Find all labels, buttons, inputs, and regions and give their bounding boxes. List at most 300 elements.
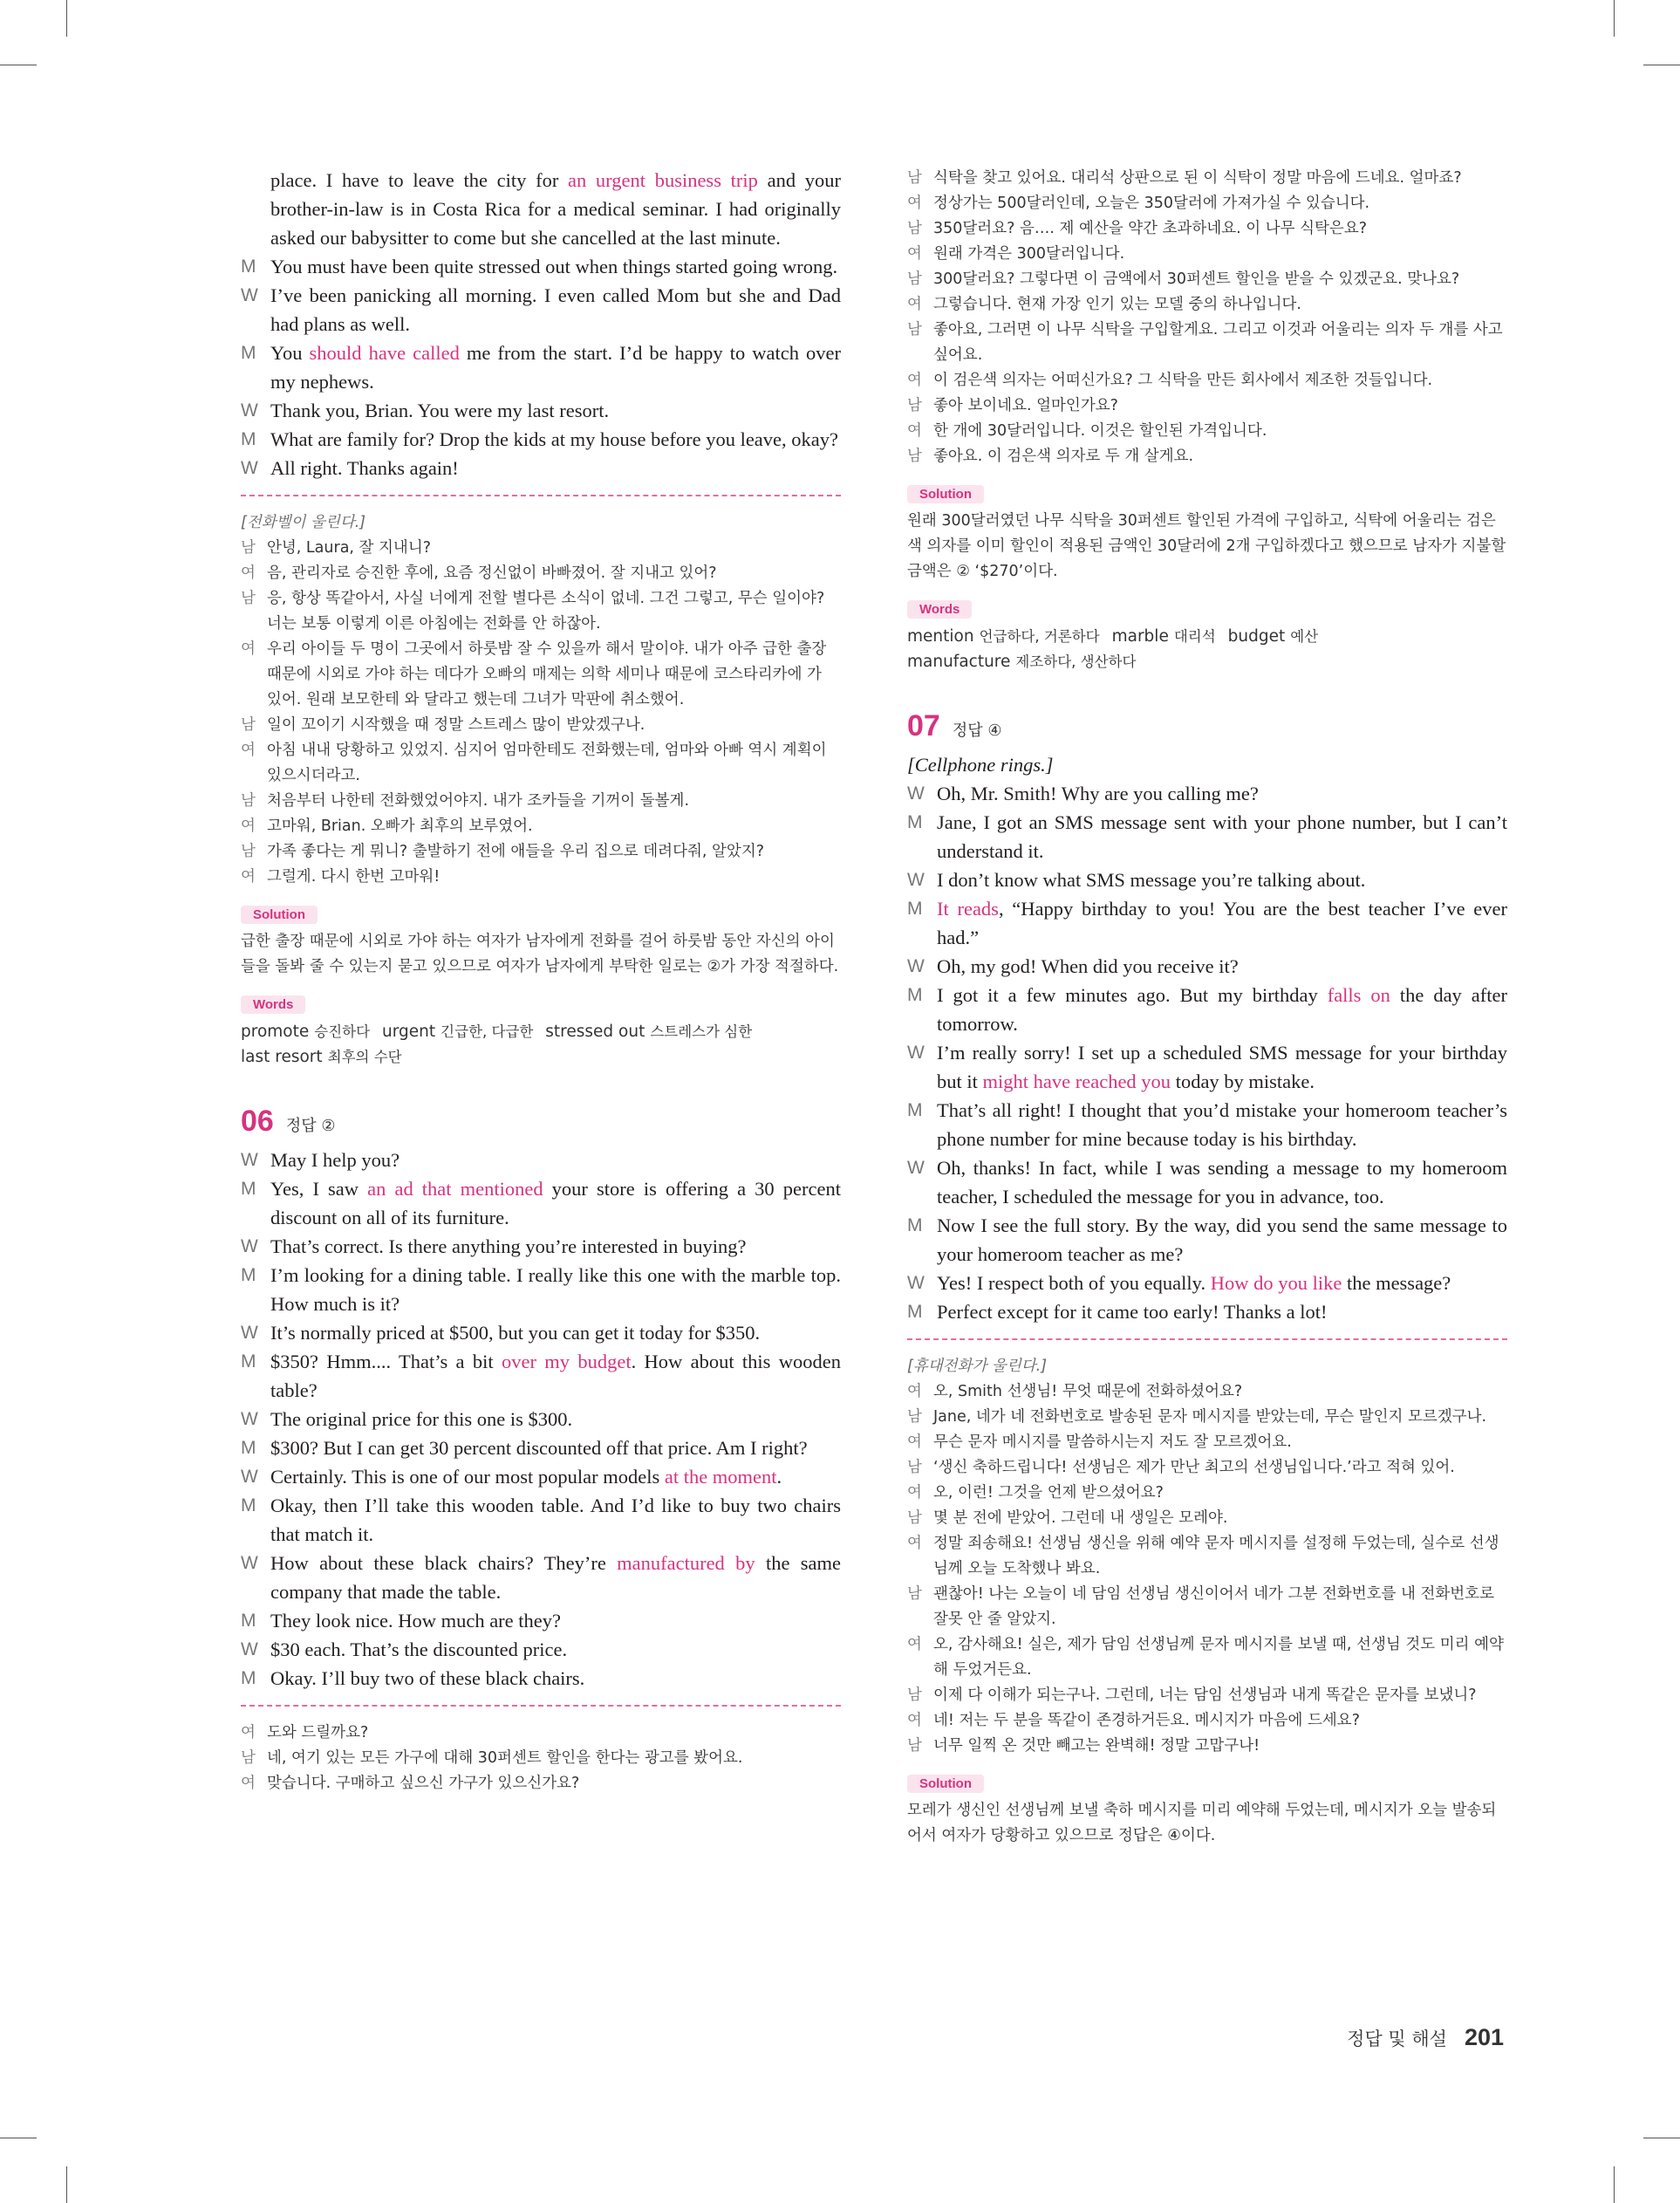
speaker-label: 남 <box>907 220 922 237</box>
korean-text: 정말 죄송해요! 선생님 생신을 위해 예약 문자 메시지를 설정해 두었는데, 실수로 선생님께 오늘 도착했나 봐요. <box>933 1535 1499 1577</box>
speaker-label: 여 <box>241 564 256 582</box>
speaker-label: W <box>241 1409 258 1429</box>
dialog-line <box>241 396 841 425</box>
korean-text: 응, 항상 똑같아서, 사실 너에게 전할 별다른 소식이 없네. 그건 그렇고, 무슨 일이야? 너는 보통 이렇게 이른 아침에는 전화를 안 하잖아. <box>267 590 825 633</box>
dialog-line <box>241 1491 841 1549</box>
korean-text: 무슨 문자 메시지를 말씀하시는지 저도 잘 모르겠어요. <box>933 1433 1292 1451</box>
korean-text: 고마워, Brian. 오빠가 최후의 보루였어. <box>267 818 533 835</box>
speaker-label: 남 <box>907 321 922 339</box>
dashed-divider <box>241 495 841 496</box>
speaker-label: 남 <box>241 843 256 860</box>
korean-text: 그렇습니다. 현재 가장 인기 있는 모델 중의 하나입니다. <box>933 296 1301 313</box>
dialog-text <box>270 1405 841 1433</box>
korean-text: 우리 아이들 두 명이 그곳에서 하룻밤 잘 수 있을까 해서 말이야. 내가 아주 급한 출장 때문에 시외로 가야 하는 데다가 오빠의 매제는 의학 세미나 때문에 코스타리카에 가 있어. 원래 보모한테 와 달라고 했는데 그녀가 막판에 취소했어. <box>267 640 827 708</box>
footer-label: 정답 및 해설 <box>1347 2029 1447 2049</box>
korean-line <box>241 789 841 814</box>
korean-line <box>241 561 841 586</box>
dashed-divider <box>241 1705 841 1707</box>
text-segment: , “Happy birthday to you! You are the best teacher I’ve ever had.” <box>937 898 1508 948</box>
korean-line <box>241 637 841 713</box>
korean-line <box>907 267 1507 292</box>
korean-line <box>907 419 1507 444</box>
korean-line <box>907 1582 1507 1632</box>
speaker-label: W <box>241 1150 258 1170</box>
speaker-label: M <box>907 899 923 919</box>
word-gloss: 제조하다, 생산하다 <box>1015 653 1137 670</box>
speaker-label: 남 <box>241 590 256 607</box>
korean-line <box>241 1746 841 1771</box>
page-number: 201 <box>1464 2024 1504 2050</box>
dialog-text <box>241 166 841 252</box>
korean-text: 이 검은색 의자는 어떠신가요? 그 식탁을 만든 회사에서 제조한 것들입니다. <box>933 372 1433 389</box>
text-segment: Certainly. This is one of our most popular models <box>270 1466 665 1488</box>
speaker-label: 남 <box>907 1459 922 1476</box>
korean-line <box>907 191 1507 216</box>
text-segment: Yes, I saw <box>270 1178 368 1200</box>
dialog-line <box>241 1664 841 1693</box>
solution-text: 모레가 생신인 선생님께 보낼 축하 메시지를 미리 예약해 두었는데, 메시지가 오늘 발송되어서 여자가 당황하고 있으므로 정답은 ④이다. <box>907 1802 1497 1844</box>
dialog-text <box>270 1318 841 1347</box>
speaker-label: 남 <box>907 1737 922 1755</box>
text-segment: place. I have to leave the city for <box>270 169 568 191</box>
dialog-line <box>241 1146 841 1174</box>
solution-badge: Solution <box>907 1775 984 1793</box>
text-segment: The original price for this one is $300. <box>270 1408 573 1430</box>
text-segment: That’s correct. Is there anything you’re interested in buying? <box>270 1235 747 1257</box>
word-term: manufacture <box>907 653 1011 671</box>
speaker-label: 여 <box>907 1433 922 1451</box>
speaker-label: 여 <box>241 1775 256 1792</box>
dialog-line <box>241 281 841 339</box>
speaker-label: W <box>241 400 258 421</box>
text-segment: Perfect except for it came too early! Thanks a lot! <box>937 1301 1328 1323</box>
text-segment: $300? But I can get 30 percent discounted off that price. Am I right? <box>270 1437 808 1459</box>
korean-line <box>241 536 841 561</box>
speaker-label: 여 <box>241 742 256 759</box>
dialog-line <box>241 1261 841 1318</box>
speaker-label: W <box>241 1323 258 1343</box>
word-gloss: 스트레스가 심한 <box>650 1023 753 1040</box>
dialog-line <box>907 952 1507 981</box>
dialog-q05-english <box>241 166 841 482</box>
dialog-text <box>937 894 1507 952</box>
dialog-line <box>907 1211 1507 1269</box>
dialog-text <box>937 808 1507 865</box>
dialog-line <box>907 1269 1507 1297</box>
korean-text: 도와 드릴까요? <box>267 1724 369 1741</box>
dialog-line <box>241 1462 841 1491</box>
korean-line <box>907 1481 1507 1506</box>
answer-label: 정답 ④ <box>952 722 1002 740</box>
korean-line <box>907 1632 1507 1683</box>
korean-line <box>907 1506 1507 1531</box>
speaker-label: 여 <box>241 868 256 886</box>
dialog-text <box>270 1606 841 1635</box>
dialog-q07-korean <box>907 1354 1507 1759</box>
korean-text: 너무 일찍 온 것만 빼고는 완벽해! 정말 고맙구나! <box>933 1737 1260 1755</box>
speaker-label: 여 <box>241 640 256 658</box>
crop-mark <box>66 2166 67 2203</box>
text-segment: I don’t know what SMS message you’re talking about. <box>937 869 1366 891</box>
text-segment: the message? <box>1342 1272 1451 1294</box>
speaker-label: M <box>241 1438 256 1458</box>
text-segment: Thank you, Brian. You were my last resort. <box>270 400 610 421</box>
dialog-line <box>241 1549 841 1606</box>
dialog-text <box>937 1153 1507 1211</box>
korean-text: 맞습니다. 구매하고 싶으신 가구가 있으신가요? <box>267 1775 580 1792</box>
korean-line <box>907 1708 1507 1734</box>
text-segment: Oh, my god! When did you receive it? <box>937 955 1239 977</box>
korean-line <box>907 292 1507 318</box>
dialog-line <box>241 1347 841 1405</box>
word-gloss: 긴급한, 다급한 <box>440 1023 534 1040</box>
speaker-label: W <box>907 783 925 804</box>
dialog-text <box>270 1347 841 1405</box>
highlight-phrase: falls on <box>1327 984 1390 1006</box>
stage-direction: [Cellphone rings.] <box>907 754 1054 776</box>
korean-line <box>907 368 1507 393</box>
dialog-line <box>241 1635 841 1664</box>
dialog-text <box>937 1038 1507 1096</box>
text-segment: You <box>270 342 310 364</box>
words-row <box>241 1044 841 1070</box>
word-term: last resort <box>241 1048 323 1066</box>
dialog-line <box>241 1606 841 1635</box>
dialog-line <box>907 1297 1507 1326</box>
highlight-phrase: an urgent business trip <box>568 169 758 191</box>
right-column <box>907 166 1507 1849</box>
korean-text: 아침 내내 당황하고 있었지. 심지어 엄마한테도 전화했는데, 엄마와 아빠 역시 계획이 있으시더라고. <box>267 742 827 784</box>
text-segment: Okay. I’ll buy two of these black chairs. <box>270 1667 585 1689</box>
text-segment: You must have been quite stressed out when things started going wrong. <box>270 256 838 277</box>
dialog-line <box>241 1318 841 1347</box>
dashed-divider <box>907 1338 1507 1340</box>
dialog-line <box>241 1232 841 1261</box>
dialog-text <box>270 1664 841 1693</box>
speaker-label: 여 <box>907 1535 922 1552</box>
text-segment: me from the start. I’d be happy to watch over my nephews. <box>270 342 841 393</box>
word-gloss: 언급하다, 거론하다 <box>979 628 1100 645</box>
speaker-label: M <box>241 1179 256 1199</box>
dialog-q05-korean <box>241 510 841 890</box>
speaker-label: M <box>907 812 923 832</box>
korean-text: 음, 관리자로 승진한 후에, 요즘 정신없이 바빠졌어. 잘 지내고 있어? <box>267 564 717 582</box>
korean-text: 네! 저는 두 분을 똑같이 존경하거든요. 메시지가 마음에 드세요? <box>933 1712 1360 1729</box>
speaker-label: 여 <box>907 1383 922 1400</box>
speaker-label: 남 <box>241 1749 256 1767</box>
speaker-label: 여 <box>907 296 922 313</box>
korean-text: 300달러요? 그렇다면 이 금액에서 30퍼센트 할인을 받을 수 있겠군요. 맞나요? <box>933 270 1460 288</box>
korean-text: 괜찮아! 나는 오늘이 네 담임 선생님 생신이어서 네가 그분 전화번호를 내 전화번호로 잘못 안 줄 알았지. <box>933 1585 1494 1628</box>
text-segment: I’m looking for a dining table. I really like this one with the marble top. How much is it? <box>270 1264 841 1315</box>
text-segment: I’m really sorry! I set up a scheduled SMS message for your birthday but it <box>937 1042 1507 1092</box>
speaker-label: W <box>907 1043 925 1063</box>
speaker-label: W <box>907 956 925 976</box>
korean-text: 오, 감사해요! 실은, 제가 담임 선생님께 문자 메시지를 보낼 때, 선생님 것도 미리 예약해 두었거든요. <box>933 1636 1504 1679</box>
dialog-text <box>270 1146 841 1174</box>
dialog-text <box>270 454 841 482</box>
dialog-line <box>907 1153 1507 1211</box>
question-number: 07 <box>907 709 940 742</box>
speaker-label: 남 <box>907 1408 922 1426</box>
speaker-label: M <box>907 1215 923 1235</box>
korean-line <box>907 318 1507 368</box>
speaker-label: 남 <box>907 1585 922 1603</box>
text-segment: $350? Hmm.... That’s a bit <box>270 1351 502 1372</box>
speaker-label: 남 <box>907 397 922 414</box>
dialog-text <box>270 1261 841 1318</box>
text-segment: your store is offering a 30 percent discount on all of its furniture. <box>270 1178 841 1228</box>
text-segment: Oh, thanks! In fact, while I was sending a message to my homeroom teacher, I scheduled the message for you in advance, too. <box>937 1157 1507 1208</box>
dialog-text <box>270 1174 841 1232</box>
text-segment: Jane, I got an SMS message sent with your phone number, but I can’t understand it. <box>937 811 1507 862</box>
korean-line <box>907 166 1507 191</box>
word-term: budget <box>1227 627 1286 646</box>
words-row <box>907 649 1507 674</box>
korean-text: 처음부터 나한테 전화했었어야지. 내가 조카들을 기꺼이 돌볼게. <box>267 792 690 810</box>
korean-text: 식탁을 찾고 있어요. 대리석 상판으로 된 이 식탁이 정말 마음에 드네요. 얼마죠? <box>933 169 1462 187</box>
dialog-text <box>270 425 841 454</box>
word-gloss: 예산 <box>1290 628 1319 645</box>
korean-text: 오, Smith 선생님! 무엇 때문에 전화하셨어요? <box>933 1383 1243 1400</box>
korean-line <box>241 586 841 637</box>
text-segment: the day after tomorrow. <box>937 984 1507 1035</box>
highlight-phrase: an ad that mentioned <box>367 1178 543 1200</box>
korean-text: 일이 꼬이기 시작했을 때 정말 스트레스 많이 받았겠구나. <box>267 716 645 734</box>
speaker-label: 남 <box>907 169 922 187</box>
korean-text: 몇 분 전에 받았어. 그런데 내 생일은 모레야. <box>933 1509 1228 1527</box>
speaker-label: 여 <box>907 1712 922 1729</box>
text-segment: That’s all right! I thought that you’d mistake your homeroom teacher’s phone number for mine because today is his birthday. <box>937 1099 1507 1150</box>
speaker-label: W <box>907 1273 925 1293</box>
text-segment: May I help you? <box>270 1149 400 1171</box>
dialog-text <box>937 1269 1507 1297</box>
dialog-text <box>937 865 1507 894</box>
text-segment: They look nice. How much are they? <box>270 1610 562 1632</box>
words-list <box>907 624 1507 674</box>
highlight-phrase: How do you like <box>1210 1272 1342 1294</box>
dialog-text <box>270 1635 841 1664</box>
dialog-text <box>270 396 841 425</box>
korean-text: 가족 좋다는 게 뭐니? 출발하기 전에 애들을 우리 집으로 데려다줘, 알았지? <box>267 843 765 860</box>
dialog-text <box>270 339 841 396</box>
korean-line <box>907 216 1507 242</box>
crop-mark <box>66 0 67 37</box>
word-term: stressed out <box>545 1023 645 1041</box>
stage-direction: [휴대전화가 울린다.] <box>907 1358 1048 1375</box>
speaker-label: W <box>907 1158 925 1178</box>
word-gloss: 최후의 수단 <box>327 1049 402 1065</box>
dialog-line <box>907 894 1507 952</box>
dialog-q07-english <box>907 779 1507 1326</box>
question-header <box>241 1105 841 1139</box>
word-gloss: 승진하다 <box>314 1023 371 1040</box>
dialog-line <box>241 454 841 482</box>
dialog-text <box>270 252 841 281</box>
korean-text: 오, 이런! 그것을 언제 받으셨어요? <box>933 1484 1164 1502</box>
text-segment: How about these black chairs? They’re <box>270 1552 618 1574</box>
stage-direction: [전화벨이 울린다.] <box>241 514 366 531</box>
highlight-phrase: It reads <box>937 898 999 920</box>
speaker-label: 여 <box>907 372 922 389</box>
korean-line <box>907 1405 1507 1430</box>
question-number: 06 <box>241 1105 274 1138</box>
speaker-label: 여 <box>241 1724 256 1741</box>
dialog-line <box>907 779 1507 808</box>
korean-line <box>241 839 841 865</box>
speaker-label: W <box>907 870 925 890</box>
text-segment: All right. Thanks again! <box>270 457 459 479</box>
korean-text: 좋아요. 이 검은색 의자로 두 개 살게요. <box>933 448 1194 465</box>
korean-line <box>241 865 841 890</box>
word-term: marble <box>1111 627 1169 646</box>
highlight-phrase: might have reached you <box>982 1071 1171 1092</box>
dialog-line <box>241 166 841 252</box>
speaker-label: M <box>241 1351 256 1372</box>
speaker-label: M <box>907 1302 923 1322</box>
korean-text: 원래 가격은 300달러입니다. <box>933 245 1125 263</box>
solution-badge: Solution <box>241 906 318 924</box>
speaker-label: 여 <box>907 1636 922 1653</box>
dialog-text <box>937 1297 1507 1326</box>
speaker-label: M <box>907 1100 923 1120</box>
text-segment: It’s normally priced at $500, but you can get it today for $350. <box>270 1322 761 1344</box>
word-term: urgent <box>382 1023 436 1041</box>
korean-line <box>907 1734 1507 1759</box>
speaker-label: M <box>241 1611 256 1631</box>
speaker-label: M <box>907 985 923 1005</box>
korean-line <box>907 1683 1507 1708</box>
words-row <box>241 1019 841 1044</box>
word-term: promote <box>241 1023 310 1041</box>
speaker-label: 여 <box>907 422 922 440</box>
speaker-label: 남 <box>907 448 922 465</box>
dialog-line <box>241 425 841 454</box>
dialog-text <box>270 281 841 339</box>
korean-text: 좋아요, 그러면 이 나무 식탁을 구입할게요. 그리고 이것과 어울리는 의자 두 개를 사고 싶어요. <box>933 321 1503 364</box>
speaker-label: W <box>241 285 258 305</box>
page-footer <box>1347 2024 1504 2051</box>
words-row <box>907 624 1507 649</box>
dialog-line <box>241 1174 841 1232</box>
korean-line <box>907 1430 1507 1455</box>
speaker-label: M <box>241 1668 256 1688</box>
text-segment: today by mistake. <box>1171 1071 1315 1092</box>
speaker-label: 여 <box>241 818 256 835</box>
korean-text: 네, 여기 있는 모든 가구에 대해 30퍼센트 할인을 한다는 광고를 봤어요. <box>267 1749 743 1767</box>
speaker-label: W <box>241 1236 258 1256</box>
speaker-label: M <box>241 1265 256 1285</box>
text-segment: . <box>776 1466 782 1488</box>
dialog-line <box>241 252 841 281</box>
korean-line <box>907 1379 1507 1405</box>
dialog-line <box>907 808 1507 865</box>
dialog-line <box>241 1405 841 1433</box>
korean-text: 안녕, Laura, 잘 지내니? <box>267 539 432 557</box>
speaker-label: 남 <box>907 1509 922 1527</box>
dialog-line <box>241 1433 841 1462</box>
text-segment: the same company that made the table. <box>270 1552 842 1603</box>
text-segment: Okay, then I’ll take this wooden table. And I’d like to buy two chairs that match it. <box>270 1495 841 1545</box>
dialog-text <box>270 1433 841 1462</box>
speaker-label: W <box>241 1553 258 1573</box>
dialog-line <box>907 1038 1507 1096</box>
speaker-label: 여 <box>907 245 922 263</box>
korean-line <box>241 738 841 789</box>
crop-mark <box>1614 2166 1615 2203</box>
highlight-phrase: should have called <box>309 342 460 364</box>
dialog-text <box>937 1211 1507 1269</box>
korean-line <box>907 242 1507 267</box>
text-segment: I’ve been panicking all morning. I even called Mom but she and Dad had plans as well. <box>270 284 841 335</box>
text-segment: Yes! I respect both of you equally. <box>937 1272 1211 1294</box>
dialog-text <box>937 952 1507 981</box>
dialog-text <box>270 1462 841 1491</box>
speaker-label: 남 <box>241 792 256 810</box>
solution-badge: Solution <box>907 485 984 503</box>
crop-mark <box>1614 0 1615 37</box>
dialog-q06-korean <box>241 1721 841 1796</box>
solution-text: 원래 300달러였던 나무 식탁을 30퍼센트 할인된 가격에 구입하고, 식탁에 어울리는 검은색 의자를 이미 할인이 적용된 금액인 30달러에 2개 구입하겠다고 했으므로 남자가 지불할 금액은 ② ‘$270’이다. <box>907 512 1506 580</box>
speaker-label: M <box>241 257 256 277</box>
text-segment: Oh, Mr. Smith! Why are you calling me? <box>937 783 1259 804</box>
korean-line <box>241 713 841 738</box>
speaker-label: W <box>241 1639 258 1659</box>
text-segment: Now I see the full story. By the way, did you send the same message to your homeroom teacher as me? <box>937 1214 1507 1265</box>
speaker-label: 남 <box>241 539 256 557</box>
korean-text: 350달러요? 음…. 제 예산을 약간 초과하네요. 이 나무 식탁은요? <box>933 220 1368 237</box>
korean-line <box>907 444 1507 469</box>
speaker-label: M <box>241 429 256 449</box>
dialog-q06-english <box>241 1146 841 1693</box>
korean-line <box>241 814 841 839</box>
text-segment: and your brother-in-law is in Costa Rica for a medical seminar. I had originally asked our babysitter to come but she cancelled at the last minute. <box>270 169 841 249</box>
words-badge: Words <box>241 995 305 1014</box>
speaker-label: M <box>241 343 256 363</box>
korean-text: Jane, 네가 네 전화번호로 발송된 문자 메시지를 받았는데, 무슨 말인지 모르겠구나. <box>933 1408 1487 1426</box>
highlight-phrase: over my budget <box>501 1351 632 1372</box>
text-segment: What are family for? Drop the kids at my house before you leave, okay? <box>270 428 839 450</box>
korean-line <box>907 1531 1507 1582</box>
korean-text: 이제 다 이해가 되는구나. 그런데, 너는 담임 선생님과 내게 똑같은 문자를 보냈니? <box>933 1686 1477 1704</box>
highlight-phrase: manufactured by <box>617 1552 755 1574</box>
text-segment: $30 each. That’s the discounted price. <box>270 1639 568 1660</box>
dialog-line <box>907 981 1507 1038</box>
speaker-label: M <box>241 1495 256 1515</box>
words-list <box>241 1019 841 1070</box>
dialog-line <box>907 865 1507 894</box>
words-badge: Words <box>907 600 972 619</box>
dialog-text <box>937 1096 1507 1153</box>
korean-line <box>907 393 1507 419</box>
speaker-label: W <box>241 458 258 478</box>
left-column <box>241 166 841 1796</box>
speaker-label: 여 <box>907 195 922 212</box>
text-segment: I got it a few minutes ago. But my birthday <box>937 984 1328 1006</box>
korean-text: 한 개에 30달러입니다. 이것은 할인된 가격입니다. <box>933 422 1267 440</box>
word-term: mention <box>907 627 974 646</box>
text-segment: . How about this wooden table? <box>270 1351 841 1401</box>
dialog-text <box>270 1549 841 1606</box>
dialog-q06-korean-continued <box>907 166 1507 469</box>
korean-text: 그럴게. 다시 한번 고마워! <box>267 868 440 886</box>
speaker-label: 남 <box>907 1686 922 1704</box>
speaker-label: 여 <box>907 1484 922 1502</box>
speaker-label: 남 <box>241 716 256 734</box>
solution-text: 급한 출장 때문에 시외로 가야 하는 여자가 남자에게 전화를 걸어 하룻밤 동안 자신의 아이들을 돌봐 줄 수 있는지 묻고 있으므로 여자가 남자에게 부탁한 일로는 ②가 가장 적절하다. <box>241 933 839 975</box>
highlight-phrase: at the moment <box>664 1466 777 1488</box>
korean-text: 좋아 보이네요. 얼마인가요? <box>933 397 1118 414</box>
